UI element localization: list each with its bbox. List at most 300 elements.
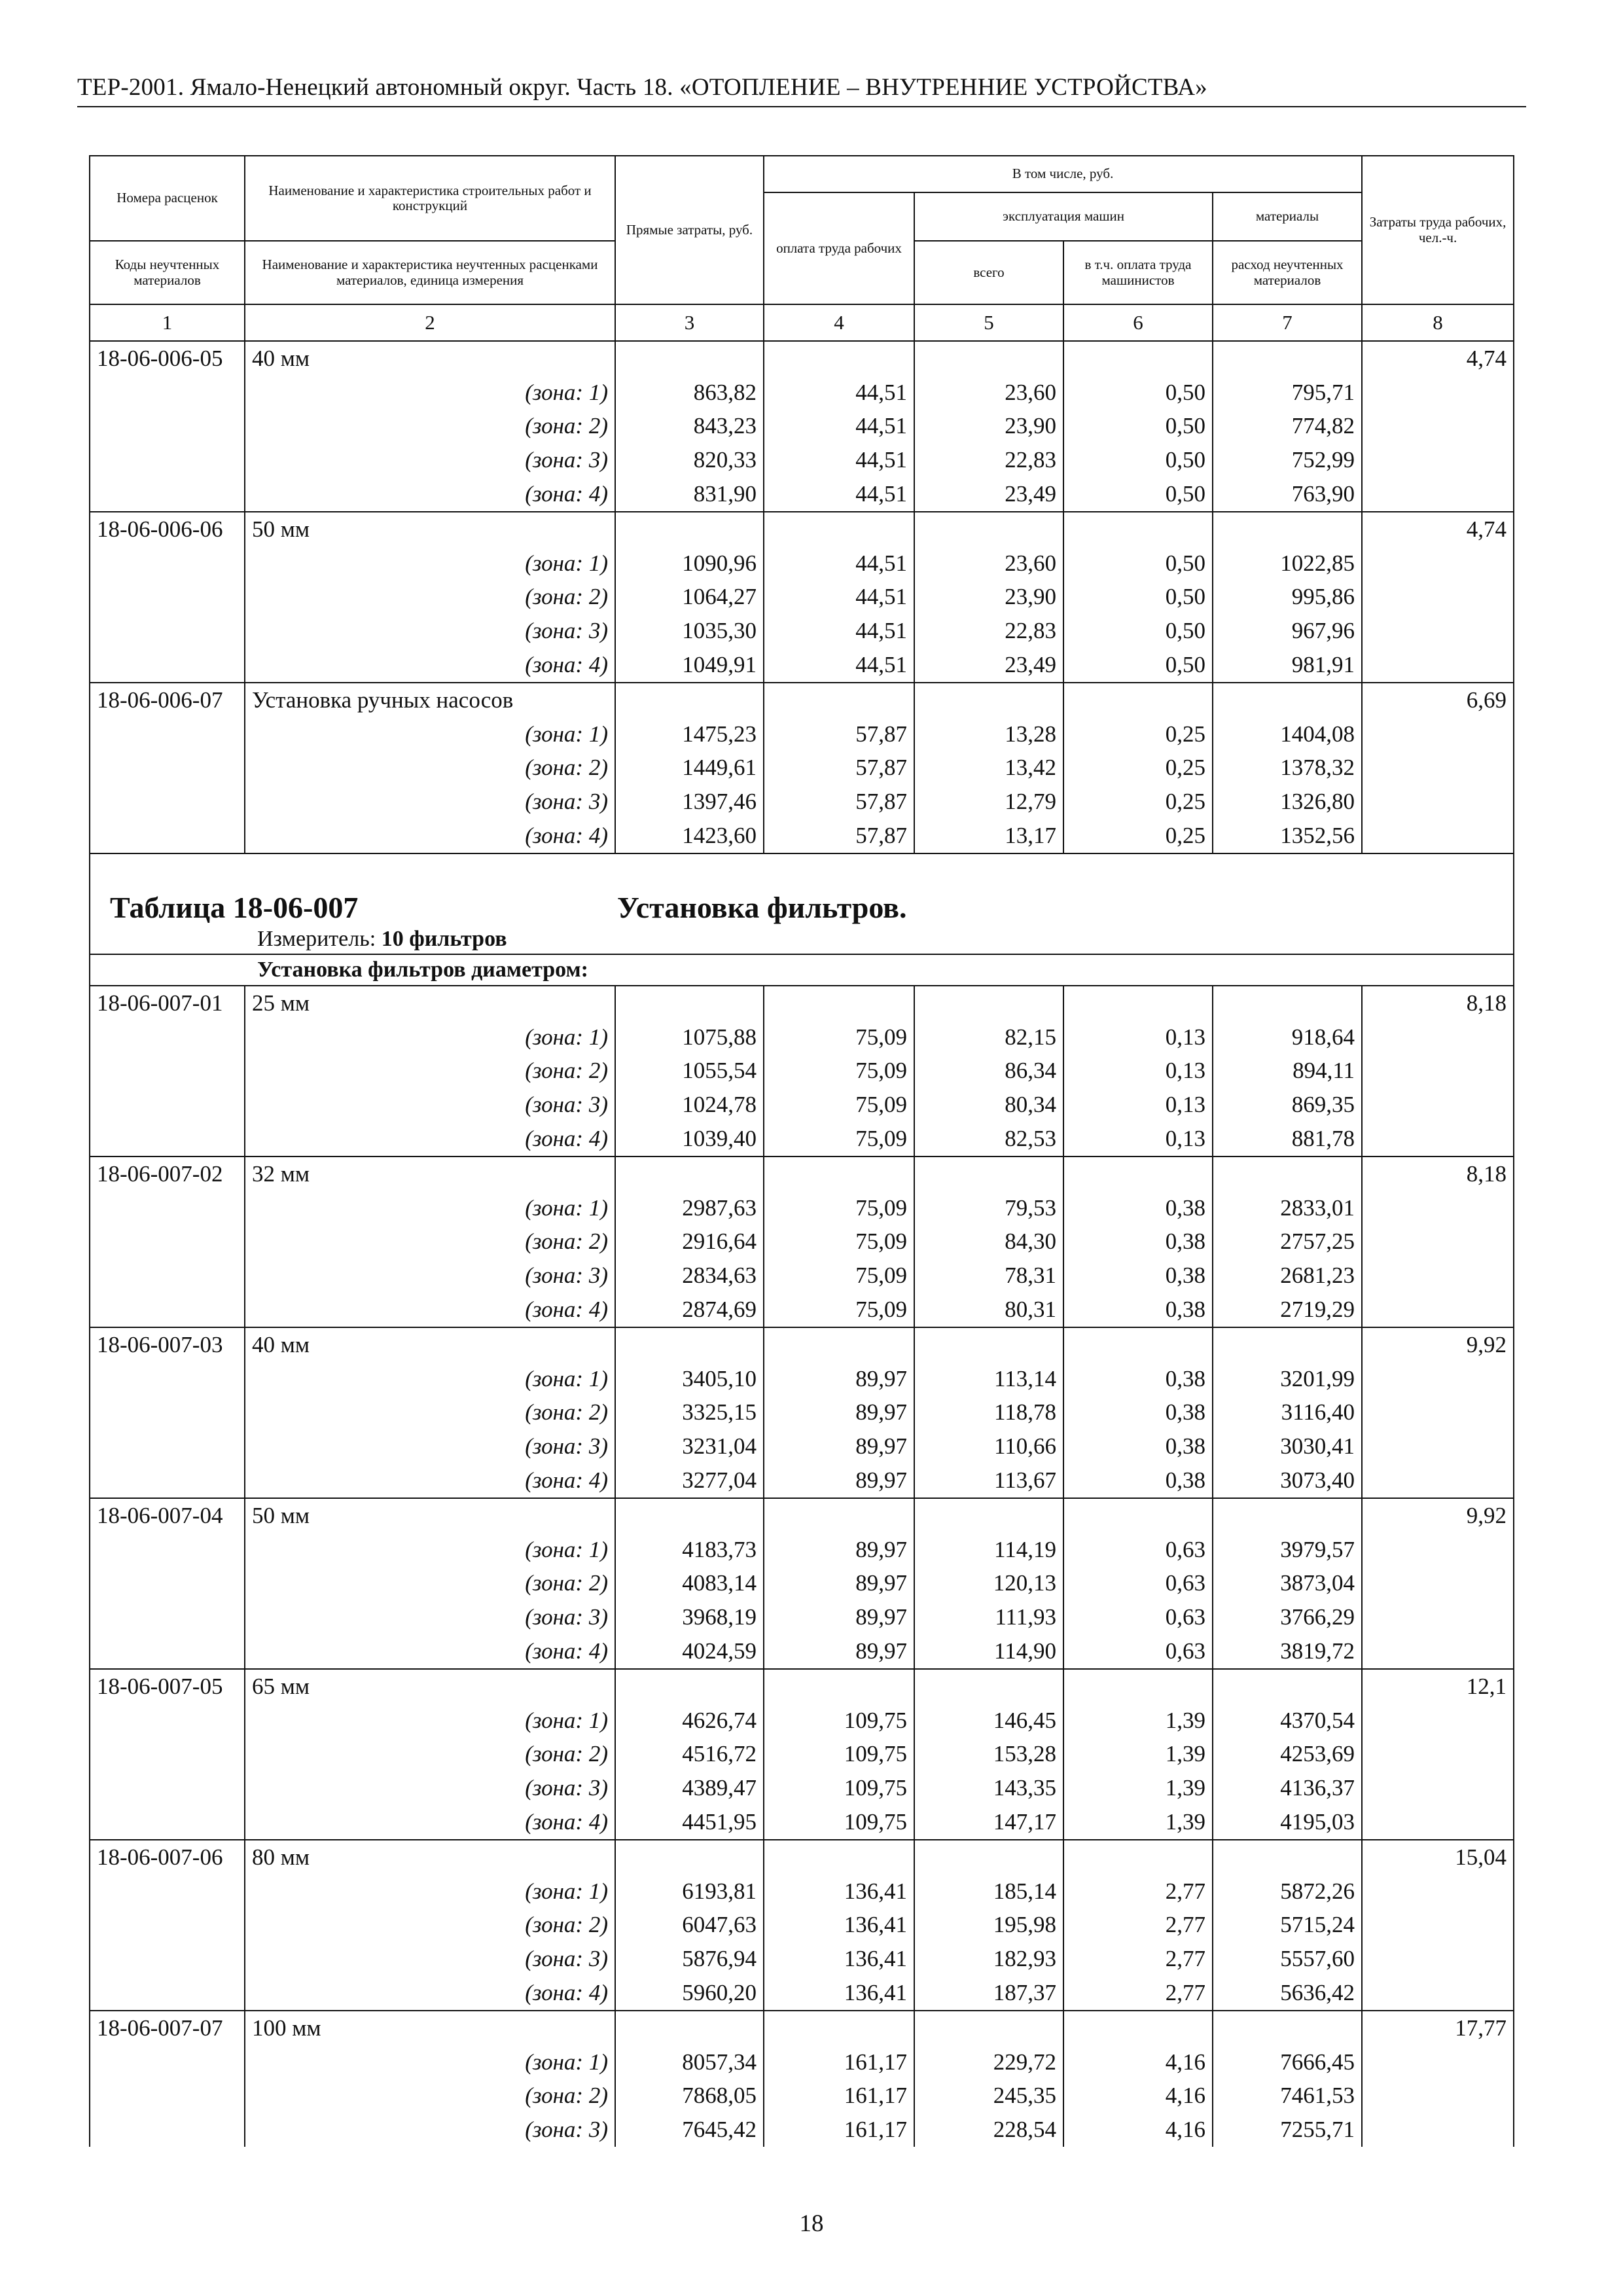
wages: 57,87 — [764, 751, 914, 785]
materials-cost: 967,96 — [1213, 614, 1362, 648]
materials-cost: 5557,60 — [1213, 1942, 1362, 1976]
zone-row — [90, 410, 1514, 444]
zone-label: (зона: 3) — [245, 785, 615, 819]
header-wages: оплата труда рабочих — [764, 192, 914, 304]
machines-total: 82,53 — [914, 1122, 1063, 1157]
machines-total: 146,45 — [914, 1704, 1063, 1738]
zone-label: (зона: 1) — [245, 1191, 615, 1225]
column-number: 8 — [1362, 304, 1514, 341]
column-number: 3 — [615, 304, 764, 341]
zone-row — [90, 443, 1514, 477]
column-number: 5 — [914, 304, 1063, 341]
direct-costs: 3277,04 — [615, 1463, 764, 1498]
zone-row — [90, 1020, 1514, 1054]
direct-costs: 4626,74 — [615, 1704, 764, 1738]
machinists-wages: 0,38 — [1063, 1463, 1213, 1498]
materials-cost: 774,82 — [1213, 410, 1362, 444]
wages: 109,75 — [764, 1805, 914, 1840]
wages: 57,87 — [764, 717, 914, 751]
header-materials-unaccounted: расход неучтенных материалов — [1213, 241, 1362, 304]
materials-cost: 2681,23 — [1213, 1259, 1362, 1293]
zone-row — [90, 1533, 1514, 1567]
rate-code: 18-06-007-05 — [90, 1669, 245, 1704]
header-including: В том числе, руб. — [764, 156, 1362, 192]
direct-costs: 3325,15 — [615, 1396, 764, 1430]
labor-cost: 9,92 — [1362, 1327, 1514, 1362]
materials-cost: 3030,41 — [1213, 1429, 1362, 1463]
zone-label: (зона: 3) — [245, 1942, 615, 1976]
machinists-wages: 0,13 — [1063, 1020, 1213, 1054]
rate-row — [90, 1669, 1514, 1704]
header-machines: эксплуатация машин — [914, 192, 1213, 241]
machinists-wages: 4,16 — [1063, 2113, 1213, 2147]
machinists-wages: 0,13 — [1063, 1088, 1213, 1122]
rate-row — [90, 2011, 1514, 2045]
machines-total: 120,13 — [914, 1567, 1063, 1601]
wages: 75,09 — [764, 1088, 914, 1122]
direct-costs: 5876,94 — [615, 1942, 764, 1976]
zone-label: (зона: 1) — [245, 376, 615, 410]
rate-code: 18-06-007-07 — [90, 2011, 245, 2045]
wages: 75,09 — [764, 1054, 914, 1088]
zone-row — [90, 1600, 1514, 1634]
direct-costs: 1090,96 — [615, 547, 764, 581]
wages: 75,09 — [764, 1122, 914, 1157]
direct-costs: 843,23 — [615, 410, 764, 444]
work-name: 100 мм — [245, 2011, 615, 2045]
machinists-wages: 0,63 — [1063, 1634, 1213, 1669]
machinists-wages: 0,50 — [1063, 410, 1213, 444]
materials-cost: 795,71 — [1213, 376, 1362, 410]
direct-costs: 4389,47 — [615, 1771, 764, 1805]
direct-costs: 1449,61 — [615, 751, 764, 785]
zone-label: (зона: 3) — [245, 1259, 615, 1293]
table-body-pumps — [90, 341, 1514, 853]
zone-row — [90, 1567, 1514, 1601]
wages: 75,09 — [764, 1293, 914, 1327]
zone-label: (зона: 4) — [245, 648, 615, 683]
machinists-wages: 1,39 — [1063, 1805, 1213, 1840]
machines-total: 80,34 — [914, 1088, 1063, 1122]
materials-cost: 3766,29 — [1213, 1600, 1362, 1634]
labor-cost: 4,74 — [1362, 341, 1514, 376]
direct-costs: 4516,72 — [615, 1737, 764, 1771]
labor-cost: 8,18 — [1362, 986, 1514, 1020]
direct-costs: 1055,54 — [615, 1054, 764, 1088]
zone-label: (зона: 3) — [245, 2113, 615, 2147]
labor-cost: 9,92 — [1362, 1498, 1514, 1533]
wages: 89,97 — [764, 1396, 914, 1430]
wages: 89,97 — [764, 1429, 914, 1463]
work-name: Установка ручных насосов — [245, 683, 615, 717]
direct-costs: 4024,59 — [615, 1634, 764, 1669]
zone-label: (зона: 2) — [245, 1054, 615, 1088]
zone-row — [90, 819, 1514, 853]
rate-code: 18-06-007-06 — [90, 1840, 245, 1874]
zone-label: (зона: 2) — [245, 1225, 615, 1259]
zone-row — [90, 717, 1514, 751]
machines-total: 195,98 — [914, 1908, 1063, 1942]
header-name-bottom: Наименование и характеристика неучтенных расценками материалов, единица измерения — [245, 241, 615, 304]
zone-row — [90, 2079, 1514, 2113]
rate-code: 18-06-007-04 — [90, 1498, 245, 1533]
machinists-wages: 0,50 — [1063, 581, 1213, 615]
machines-total: 147,17 — [914, 1805, 1063, 1840]
zone-label: (зона: 3) — [245, 1088, 615, 1122]
zone-row — [90, 614, 1514, 648]
direct-costs: 3968,19 — [615, 1600, 764, 1634]
zone-label: (зона: 1) — [245, 547, 615, 581]
zone-label: (зона: 1) — [245, 1704, 615, 1738]
machines-total: 114,19 — [914, 1533, 1063, 1567]
direct-costs: 1024,78 — [615, 1088, 764, 1122]
rate-code: 18-06-006-06 — [90, 512, 245, 547]
zone-row — [90, 1874, 1514, 1909]
header-code-bottom: Коды неучтенных материалов — [90, 241, 245, 304]
rate-row — [90, 1327, 1514, 1362]
materials-cost: 2757,25 — [1213, 1225, 1362, 1259]
header-labor: Затраты труда рабочих, чел.-ч. — [1362, 156, 1514, 304]
column-number: 6 — [1063, 304, 1213, 341]
machinists-wages: 2,77 — [1063, 1908, 1213, 1942]
machines-total: 113,14 — [914, 1362, 1063, 1396]
wages: 44,51 — [764, 410, 914, 444]
header-rule — [77, 106, 1526, 107]
machines-total: 86,34 — [914, 1054, 1063, 1088]
wages: 44,51 — [764, 443, 914, 477]
machinists-wages: 0,38 — [1063, 1293, 1213, 1327]
materials-cost: 918,64 — [1213, 1020, 1362, 1054]
zone-label: (зона: 1) — [245, 1362, 615, 1396]
materials-cost: 4136,37 — [1213, 1771, 1362, 1805]
zone-label: (зона: 1) — [245, 1874, 615, 1909]
column-number: 1 — [90, 304, 245, 341]
materials-cost: 5715,24 — [1213, 1908, 1362, 1942]
work-name: 65 мм — [245, 1669, 615, 1704]
machinists-wages: 2,77 — [1063, 1942, 1213, 1976]
wages: 57,87 — [764, 819, 914, 853]
direct-costs: 7868,05 — [615, 2079, 764, 2113]
rate-code: 18-06-007-03 — [90, 1327, 245, 1362]
machines-total: 182,93 — [914, 1942, 1063, 1976]
machinists-wages: 0,50 — [1063, 477, 1213, 512]
machinists-wages: 0,25 — [1063, 785, 1213, 819]
zone-row — [90, 1225, 1514, 1259]
work-name: 25 мм — [245, 986, 615, 1020]
materials-cost: 4370,54 — [1213, 1704, 1362, 1738]
machinists-wages: 1,39 — [1063, 1737, 1213, 1771]
direct-costs: 4451,95 — [615, 1805, 764, 1840]
zone-row — [90, 1908, 1514, 1942]
column-number: 2 — [245, 304, 615, 341]
materials-cost: 2833,01 — [1213, 1191, 1362, 1225]
zone-label: (зона: 4) — [245, 819, 615, 853]
table-number: Таблица 18-06-007 — [110, 890, 359, 924]
wages: 89,97 — [764, 1600, 914, 1634]
machinists-wages: 4,16 — [1063, 2079, 1213, 2113]
wages: 109,75 — [764, 1704, 914, 1738]
direct-costs: 2874,69 — [615, 1293, 764, 1327]
zone-row — [90, 1429, 1514, 1463]
machinists-wages: 0,13 — [1063, 1054, 1213, 1088]
zone-row — [90, 1737, 1514, 1771]
rate-row — [90, 683, 1514, 717]
zone-label: (зона: 2) — [245, 2079, 615, 2113]
machinists-wages: 0,25 — [1063, 819, 1213, 853]
machinists-wages: 0,38 — [1063, 1225, 1213, 1259]
materials-cost: 1326,80 — [1213, 785, 1362, 819]
section-subtitle: Установка фильтров диаметром: — [90, 954, 1514, 986]
direct-costs: 5960,20 — [615, 1976, 764, 2011]
materials-cost: 752,99 — [1213, 443, 1362, 477]
materials-cost: 5636,42 — [1213, 1976, 1362, 2011]
rate-row — [90, 1840, 1514, 1874]
zone-label: (зона: 4) — [245, 477, 615, 512]
materials-cost: 7255,71 — [1213, 2113, 1362, 2147]
direct-costs: 1039,40 — [615, 1122, 764, 1157]
direct-costs: 1475,23 — [615, 717, 764, 751]
zone-label: (зона: 4) — [245, 1805, 615, 1840]
section-meter — [90, 925, 1514, 954]
machines-total: 114,90 — [914, 1634, 1063, 1669]
direct-costs: 2987,63 — [615, 1191, 764, 1225]
machines-total: 23,60 — [914, 547, 1063, 581]
machines-total: 110,66 — [914, 1429, 1063, 1463]
machines-total: 84,30 — [914, 1225, 1063, 1259]
materials-cost: 3116,40 — [1213, 1396, 1362, 1430]
wages: 44,51 — [764, 477, 914, 512]
machinists-wages: 0,50 — [1063, 648, 1213, 683]
machines-total: 13,17 — [914, 819, 1063, 853]
machinists-wages: 0,38 — [1063, 1191, 1213, 1225]
zone-label: (зона: 1) — [245, 717, 615, 751]
machines-total: 185,14 — [914, 1874, 1063, 1909]
table-name: Установка фильтров. — [617, 890, 907, 924]
wages: 136,41 — [764, 1976, 914, 2011]
machines-total: 23,60 — [914, 376, 1063, 410]
materials-cost: 3819,72 — [1213, 1634, 1362, 1669]
wages: 44,51 — [764, 376, 914, 410]
direct-costs: 1064,27 — [615, 581, 764, 615]
zone-row — [90, 1942, 1514, 1976]
materials-cost: 763,90 — [1213, 477, 1362, 512]
zone-row — [90, 1976, 1514, 2011]
machines-total: 23,90 — [914, 581, 1063, 615]
materials-cost: 1352,56 — [1213, 819, 1362, 853]
wages: 89,97 — [764, 1567, 914, 1601]
zone-label: (зона: 2) — [245, 1396, 615, 1430]
direct-costs: 1075,88 — [615, 1020, 764, 1054]
column-number: 7 — [1213, 304, 1362, 341]
header-machinists-wages: в т.ч. оплата труда машинистов — [1063, 241, 1213, 304]
machinists-wages: 1,39 — [1063, 1704, 1213, 1738]
rate-row — [90, 1157, 1514, 1191]
rate-row — [90, 986, 1514, 1020]
machinists-wages: 0,38 — [1063, 1429, 1213, 1463]
materials-cost: 7666,45 — [1213, 2045, 1362, 2079]
labor-cost: 15,04 — [1362, 1840, 1514, 1874]
zone-row — [90, 1634, 1514, 1669]
machines-total: 23,49 — [914, 477, 1063, 512]
zone-label: (зона: 2) — [245, 751, 615, 785]
direct-costs: 6047,63 — [615, 1908, 764, 1942]
zone-label: (зона: 3) — [245, 614, 615, 648]
zone-label: (зона: 4) — [245, 1634, 615, 1669]
machinists-wages: 0,25 — [1063, 751, 1213, 785]
machines-total: 143,35 — [914, 1771, 1063, 1805]
machines-total: 78,31 — [914, 1259, 1063, 1293]
zone-label: (зона: 4) — [245, 1463, 615, 1498]
labor-cost: 6,69 — [1362, 683, 1514, 717]
section-title — [90, 853, 1514, 925]
column-number: 4 — [764, 304, 914, 341]
machinists-wages: 0,38 — [1063, 1396, 1213, 1430]
machines-total: 22,83 — [914, 443, 1063, 477]
zone-row — [90, 785, 1514, 819]
materials-cost: 894,11 — [1213, 1054, 1362, 1088]
machines-total: 228,54 — [914, 2113, 1063, 2147]
machinists-wages: 0,50 — [1063, 547, 1213, 581]
rate-code: 18-06-007-02 — [90, 1157, 245, 1191]
machinists-wages: 2,77 — [1063, 1874, 1213, 1909]
materials-cost: 4195,03 — [1213, 1805, 1362, 1840]
rate-code: 18-06-006-07 — [90, 683, 245, 717]
machines-total: 13,28 — [914, 717, 1063, 751]
rate-code: 18-06-007-01 — [90, 986, 245, 1020]
labor-cost: 12,1 — [1362, 1669, 1514, 1704]
wages: 161,17 — [764, 2045, 914, 2079]
materials-cost: 3873,04 — [1213, 1567, 1362, 1601]
table-body-filters — [90, 986, 1514, 2147]
zone-label: (зона: 3) — [245, 1600, 615, 1634]
work-name: 50 мм — [245, 1498, 615, 1533]
zone-row — [90, 477, 1514, 512]
zone-row — [90, 1259, 1514, 1293]
wages: 109,75 — [764, 1771, 914, 1805]
header-machines-total: всего — [914, 241, 1063, 304]
materials-cost: 7461,53 — [1213, 2079, 1362, 2113]
meter-label: Измеритель: — [257, 926, 376, 951]
wages: 89,97 — [764, 1463, 914, 1498]
materials-cost: 4253,69 — [1213, 1737, 1362, 1771]
machinists-wages: 0,63 — [1063, 1600, 1213, 1634]
work-name: 32 мм — [245, 1157, 615, 1191]
zone-row — [90, 1362, 1514, 1396]
materials-cost: 1022,85 — [1213, 547, 1362, 581]
labor-cost: 4,74 — [1362, 512, 1514, 547]
machinists-wages: 2,77 — [1063, 1976, 1213, 2011]
direct-costs: 863,82 — [615, 376, 764, 410]
labor-cost: 17,77 — [1362, 2011, 1514, 2045]
zone-row — [90, 1054, 1514, 1088]
direct-costs: 3405,10 — [615, 1362, 764, 1396]
machines-total: 23,90 — [914, 410, 1063, 444]
zone-row — [90, 547, 1514, 581]
machines-total: 23,49 — [914, 648, 1063, 683]
wages: 44,51 — [764, 614, 914, 648]
header-name-top: Наименование и характеристика строительных работ и конструкций — [245, 156, 615, 241]
direct-costs: 6193,81 — [615, 1874, 764, 1909]
wages: 89,97 — [764, 1533, 914, 1567]
direct-costs: 2916,64 — [615, 1225, 764, 1259]
machines-total: 187,37 — [914, 1976, 1063, 2011]
machines-total: 79,53 — [914, 1191, 1063, 1225]
zone-label: (зона: 2) — [245, 581, 615, 615]
zone-row — [90, 376, 1514, 410]
zone-row — [90, 1293, 1514, 1327]
labor-cost: 8,18 — [1362, 1157, 1514, 1191]
machinists-wages: 0,50 — [1063, 443, 1213, 477]
direct-costs: 1423,60 — [615, 819, 764, 853]
materials-cost: 3979,57 — [1213, 1533, 1362, 1567]
zone-label: (зона: 2) — [245, 1908, 615, 1942]
machines-total: 80,31 — [914, 1293, 1063, 1327]
machinists-wages: 1,39 — [1063, 1771, 1213, 1805]
rate-row — [90, 512, 1514, 547]
materials-cost: 1404,08 — [1213, 717, 1362, 751]
zone-row — [90, 1088, 1514, 1122]
wages: 89,97 — [764, 1362, 914, 1396]
rate-code: 18-06-006-05 — [90, 341, 245, 376]
wages: 161,17 — [764, 2113, 914, 2147]
zone-label: (зона: 1) — [245, 1020, 615, 1054]
materials-cost: 3201,99 — [1213, 1362, 1362, 1396]
price-table — [89, 155, 1513, 2147]
wages: 75,09 — [764, 1259, 914, 1293]
materials-cost: 981,91 — [1213, 648, 1362, 683]
machinists-wages: 4,16 — [1063, 2045, 1213, 2079]
machines-total: 245,35 — [914, 2079, 1063, 2113]
materials-cost: 3073,40 — [1213, 1463, 1362, 1498]
zone-label: (зона: 4) — [245, 1122, 615, 1157]
header-direct-costs: Прямые затраты, руб. — [615, 156, 764, 304]
machinists-wages: 0,25 — [1063, 717, 1213, 751]
running-header: ТЕР-2001. Ямало-Ненецкий автономный округ. Часть 18. «ОТОПЛЕНИЕ – ВНУТРЕННИЕ УСТРОЙСТВА» — [77, 74, 1207, 101]
direct-costs: 4183,73 — [615, 1533, 764, 1567]
wages: 75,09 — [764, 1191, 914, 1225]
zone-row — [90, 1704, 1514, 1738]
wages: 57,87 — [764, 785, 914, 819]
zone-label: (зона: 3) — [245, 443, 615, 477]
machines-total: 111,93 — [914, 1600, 1063, 1634]
machines-total: 13,42 — [914, 751, 1063, 785]
header-code-top: Номера расценок — [90, 156, 245, 241]
direct-costs: 831,90 — [615, 477, 764, 512]
direct-costs: 1049,91 — [615, 648, 764, 683]
work-name: 40 мм — [245, 1327, 615, 1362]
zone-row — [90, 2045, 1514, 2079]
machinists-wages: 0,63 — [1063, 1533, 1213, 1567]
materials-cost: 1378,32 — [1213, 751, 1362, 785]
direct-costs: 4083,14 — [615, 1567, 764, 1601]
machines-total: 229,72 — [914, 2045, 1063, 2079]
zone-row — [90, 1805, 1514, 1840]
zone-label: (зона: 1) — [245, 2045, 615, 2079]
zone-label: (зона: 2) — [245, 410, 615, 444]
materials-cost: 995,86 — [1213, 581, 1362, 615]
zone-row — [90, 581, 1514, 615]
direct-costs: 2834,63 — [615, 1259, 764, 1293]
zone-label: (зона: 4) — [245, 1293, 615, 1327]
machinists-wages: 0,38 — [1063, 1362, 1213, 1396]
zone-label: (зона: 3) — [245, 1429, 615, 1463]
zone-row — [90, 1191, 1514, 1225]
wages: 44,51 — [764, 648, 914, 683]
zone-row — [90, 1771, 1514, 1805]
direct-costs: 1035,30 — [615, 614, 764, 648]
materials-cost: 869,35 — [1213, 1088, 1362, 1122]
zone-row — [90, 751, 1514, 785]
